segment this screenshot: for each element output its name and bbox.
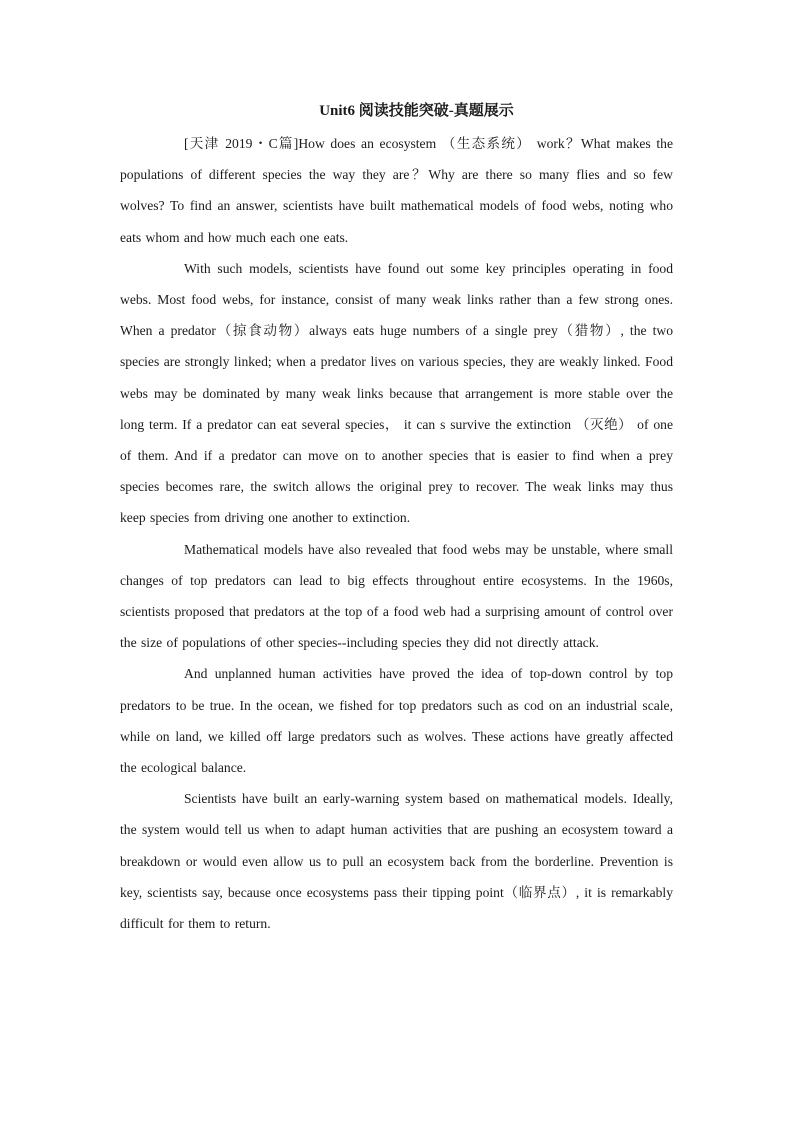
paragraph-3: Mathematical models have also revealed that food webs may be unstable, where small changes of top predators can lead to big effects throughout entire ecosystems. In the 1960s, scientists proposed that predators at the top of a food web had a surprising amount of control over the size of populations of other species--including species they did not directly attack.	[120, 541, 673, 651]
paragraph-5: Scientists have built an early-warning system based on mathematical models. Ideally, the system would tell us when to adapt human activities that are pushing an ecosystem toward a breakdown or would even allow us to pull an ecosystem back from the borderline. Prevention is key, scientists say, because once ecosystems pass their tipping point（临界点）, it is remarkably difficult for them to return.	[120, 791, 673, 932]
paragraph-1: [天津 2019・C篇]How does an ecosystem （生态系统） work？What makes the populations of different species the way they are？Why are there so many flies and so few wolves? To find an answer, scientists have built mathematical models of food webs, noting who eats whom and how much each one eats.	[120, 136, 673, 245]
paragraph-4: And unplanned human activities have proved the idea of top-down control by top predators to be true. In the ocean, we fished for top predators such as cod on an industrial scale, while on land, we killed off large predators such as wolves. These actions have greatly affected the ecological balance.	[120, 666, 673, 776]
document-title: Unit6 阅读技能突破-真题展示	[319, 103, 514, 119]
paragraph-2: With such models, scientists have found out some key principles operating in food webs. Most food webs, for instance, consist of many weak links rather than a few strong ones. When a predator（掠食动物）always eats huge numbers of a single prey（猎物）, the two species are strongly linked; when a predator lives on various species, they are weakly linked. Food webs may be dominated by many weak links because that arrangement is more stable over the long term. If a predator can eat several species， it can s survive the extinction （灭绝） of one of them. And if a predator can move on to another species that is easier to find when a prey species becomes rare, the switch allows the original prey to recover. The weak links may thus keep species from driving one another to extinction.	[120, 260, 673, 526]
